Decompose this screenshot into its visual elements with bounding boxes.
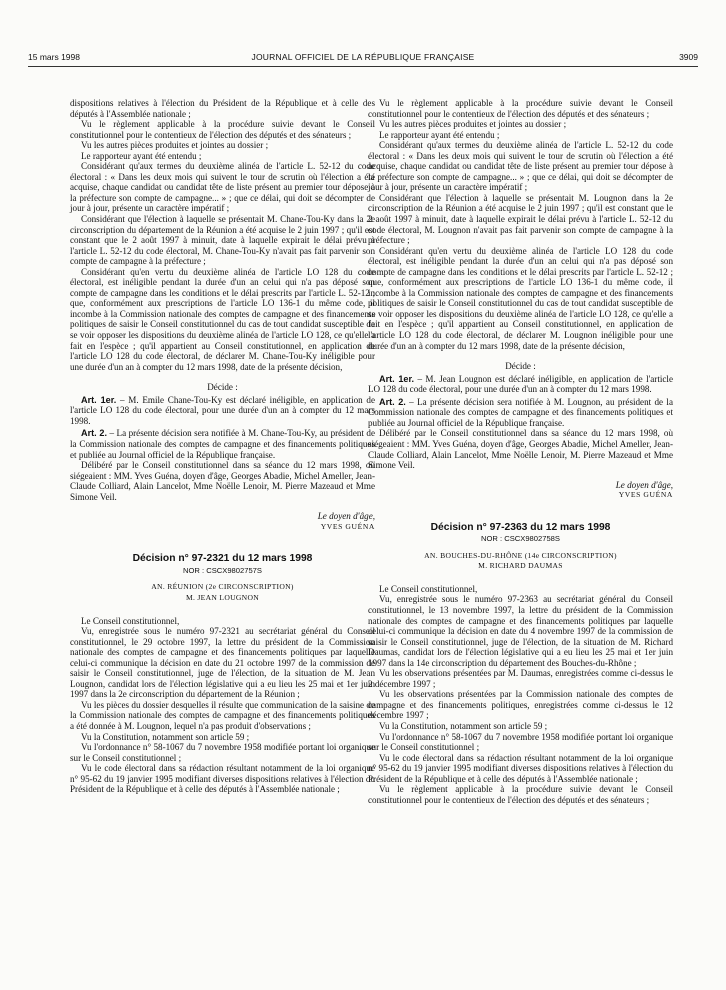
paragraph: Considérant qu'en vertu du deuxième alinéa de l'article LO 128 du code électoral, est inéligible pendant la durée d'un an celui qui n'a pas déposé son compte de campagne dans les conditions et le délai prescrits par l'article L. 52-12 ; que, conformément aux prescriptions de l'article LO 136-1 du même code, il incombe à la Commission nationale des comptes de campagne et des financements politiques de saisir le Conseil constitutionnel du cas de tout candidat susceptible de se voir opposer les dispositions du deuxième alinéa de l'article LO 128, ce qu'elle a fait en l'espèce ; qu'il appartient au Conseil constitutionnel, en application de l'article LO 128 du code électoral, de déclarer M. Chane-Tou-Ky inéligible pour une durée d'un an à compter du 12 mars 1998, date de la présente décision,	[70, 266, 375, 372]
paragraph: Vu l'ordonnance n° 58-1067 du 7 novembre 1958 modifiée portant loi organique sur le Conseil constitutionnel ;	[70, 742, 375, 763]
paragraph: Considérant que l'élection à laquelle se présentait M. Lougnon dans la 2e circonscription de la Réunion a été acquise le 2 juin 1997 ; qu'il est constant que le 2 août 1997 à minuit, date à laquelle expirait le délai prévu à l'article L. 52-12 du code électoral, M. Lougnon n'avait pas fait parvenir son compte de campagne à la préfecture ;	[368, 192, 673, 246]
deliberation: Délibéré par le Conseil constitutionnel dans sa séance du 12 mars 1998, où siégeaient : MM. Yves Guéna, doyen d'âge, Georges Abadie, Michel Ameller, Jean-Claude Colliard, Alain Lancelot, Mme Noëlle Lenoir, M. Pierre Mazeaud et Mme Simone Veil.	[70, 460, 375, 502]
article-label: Art. 2.	[81, 428, 107, 439]
paragraph: Vu les autres pièces produites et jointes au dossier ;	[379, 119, 567, 130]
deliberation: Délibéré par le Conseil constitutionnel dans sa séance du 12 mars 1998, où siégeaient : MM. Yves Guéna, doyen d'âge, Georges Abadie, Michel Ameller, Jean-Claude Colliard, Alain Lancelot, Mme Noëlle Lenoir, M. Pierre Mazeaud et Mme Simone Veil.	[368, 428, 673, 471]
article-text: – La présente décision sera notifiée à M. Chane-Tou-Ky, au président de la Commission nationale des comptes de campagne et des financements politiques et publiée au Journal officiel de la République française.	[70, 428, 375, 460]
paragraph: Considérant qu'en vertu du deuxième alinéa de l'article LO 128 du code électoral, est inéligible pendant la durée d'un an celui qui n'a pas déposé son compte de campagne dans les conditions et le délai prescrits par l'article L. 52-12 ; que, conformément aux prescriptions de l'article LO 136-1 du même code, il incombe à la Commission nationale des comptes de campagne et des financements politiques de saisir le Conseil constitutionnel du cas de tout candidat susceptible de se voir opposer les dispositions du deuxième alinéa de l'article LO 128, ce qu'elle a fait en l'espèce ; qu'il appartient au Conseil constitutionnel, en application de l'article LO 128 du code électoral, de déclarer M. Lougnon inéligible pour une durée d'un an à compter du 12 mars 1998, date de la présente décision,	[368, 245, 673, 351]
article-text: – M. Jean Lougnon est déclaré inéligible, en application de l'article LO 128 du code électoral, pour une durée d'un an à compter du 12 mars 1998.	[368, 373, 673, 395]
paragraph: Vu les pièces du dossier desquelles il résulte que communication de la saisine de la Commission nationale des comptes de campagne et des financements politiques a été donnée à M. Lougnon, lequel n'a pas produit d'observations ;	[70, 699, 375, 731]
paragraph: Vu le règlement applicable à la procédure suivie devant le Conseil constitutionnel pour le contentieux de l'élection des députés et des sénateurs ;	[70, 119, 375, 140]
header-journal-title: JOURNAL OFFICIEL DE LA RÉPUBLIQUE FRANÇAISE	[251, 52, 475, 62]
decision-candidate: M. RICHARD DAUMAS	[478, 561, 563, 571]
paragraph: Considérant qu'aux termes du deuxième alinéa de l'article L. 52-12 du code électoral : « Dans les deux mois qui suivent le tour de scrutin où l'élection a été acquise, chaque candidat ou candidat tête de liste présent au premier tour dépose à la préfecture son compte de campagne... » ; que ce délai, qui doit se décompter de jour à jour, présente un caractère impératif ;	[70, 161, 375, 214]
paragraph: Le Conseil constitutionnel,	[81, 615, 180, 626]
paragraph: Vu les autres pièces produites et jointes au dossier ;	[81, 140, 269, 151]
paragraph: Vu les observations présentées par la Commission nationale des comptes de campagne et des financements politiques, enregistrées comme ci-dessus le 12 décembre 1997 ;	[368, 689, 673, 721]
paragraph: dispositions relatives à l'élection du Président de la République et à celle des députés à l'Assemblée nationale ;	[70, 98, 375, 119]
decision-candidate: M. JEAN LOUGNON	[185, 592, 260, 602]
decide-heading: Décide :	[505, 361, 536, 372]
page-header	[28, 52, 698, 66]
paragraph: Vu, enregistrée sous le numéro 97-2321 au secrétariat général du Conseil constitutionnel, le 29 octobre 1997, la lettre du président de la Commission nationale des comptes de campagne et des financements politiques par laquelle celui-ci communique la décision en date du 21 octobre 1997 de la commission de saisir le Conseil constitutionnel, juge de l'élection, de la situation de M. Jean Lougnon, candidat lors de l'élection législative qui a eu lieu les 25 mai et 1er juin 1997 dans la 2e circonscription du département de la Réunion ;	[70, 626, 375, 700]
right-column	[368, 98, 673, 805]
paragraph: Le Conseil constitutionnel,	[379, 583, 478, 594]
paragraph: Vu la Constitution, notamment son article 59 ;	[379, 720, 548, 731]
signature-name: YVES GUÉNA	[618, 490, 673, 500]
decision-nor: NOR : CSCX9802757S	[183, 565, 262, 575]
article-text: – M. Emile Chane-Tou-Ky est déclaré inéligible, en application de l'article LO 128 du code électoral, pour une durée d'un an à compter du 12 mars 1998.	[70, 394, 375, 426]
paragraph: Le rapporteur ayant été entendu ;	[379, 129, 500, 140]
article-label: Art. 1er.	[379, 373, 415, 384]
article-text: – La présente décision sera notifiée à M. Lougnon, au président de la Commission nationale des comptes de campagne et des financements politiques et publiée au Journal officiel de la République française.	[368, 396, 673, 428]
paragraph: Vu les observations présentées par M. Daumas, enregistrées comme ci-dessus le 2 décembre 1997 ;	[368, 668, 673, 689]
decision-constituency: AN. RÉUNION (2e CIRCONSCRIPTION)	[151, 582, 294, 592]
paragraph: Vu le code électoral dans sa rédaction résultant notamment de la loi organique n° 95-62 du 19 janvier 1995 modifiant diverses dispositions relatives à l'élection du Président de la République et à celle des députés à l'Assemblée nationale ;	[70, 763, 375, 795]
article-label: Art. 1er.	[81, 394, 117, 405]
article-label: Art. 2.	[379, 396, 406, 407]
header-date: 15 mars 1998	[28, 52, 80, 62]
paragraph: Le rapporteur ayant été entendu ;	[81, 150, 202, 161]
decision-nor: NOR : CSCX9802758S	[481, 534, 560, 544]
paragraph: Vu le code électoral dans sa rédaction résultant notamment de la loi organique n° 95-62 du 19 janvier 1995 modifiant diverses dispositions relatives à l'élection du Président de la République et à celle des députés à l'Assemblée nationale ;	[368, 752, 673, 784]
paragraph: Vu la Constitution, notamment son article 59 ;	[81, 731, 250, 742]
decision-title: Décision n° 97-2363 du 12 mars 1998	[430, 521, 611, 533]
decision-constituency: AN. BOUCHES-DU-RHÔNE (14e CIRCONSCRIPTION)	[424, 550, 617, 560]
paragraph: Vu, enregistrée sous le numéro 97-2363 au secrétariat général du Conseil constitutionnel, le 13 novembre 1997, la lettre du président de la Commission nationale des comptes de campagne et des financements politiques par laquelle celui-ci communique la décision en date du 4 novembre 1997 de la commission de saisir le Conseil constitutionnel, juge de l'élection, de la situation de M. Richard Daumas, candidat lors de l'élection législative qui a eu lieu les 25 mai et 1er juin 1997 dans la 14e circonscription du département des Bouches-du-Rhône ;	[368, 594, 673, 668]
article-2	[70, 428, 375, 460]
paragraph: Vu le règlement applicable à la procédure suivie devant le Conseil constitutionnel pour le contentieux de l'élection des députés et des sénateurs ;	[368, 784, 673, 805]
signature-title: Le doyen d'âge,	[317, 511, 375, 522]
signature-title: Le doyen d'âge,	[615, 479, 673, 490]
header-rule	[28, 66, 698, 67]
paragraph: Considérant que l'élection à laquelle se présentait M. Chane-Tou-Ky dans la 2e circonscription du département de la Réunion a été acquise le 2 juin 1997 ; qu'il est constant que le 2 août 1997 à minuit, date à laquelle expirait le délai prévu à l'article L. 52-12 du code électoral, M. Chane-Tou-Ky n'avait pas fait parvenir son compte de campagne à la préfecture ;	[70, 214, 375, 267]
signature-name: YVES GUÉNA	[320, 521, 375, 531]
decide-heading: Décide :	[207, 382, 238, 393]
left-column	[70, 98, 375, 795]
paragraph: Vu l'ordonnance n° 58-1067 du 7 novembre 1958 modifiée portant loi organique sur le Conseil constitutionnel ;	[368, 731, 673, 753]
paragraph: Vu le règlement applicable à la procédure suivie devant le Conseil constitutionnel pour le contentieux de l'élection des députés et des sénateurs ;	[368, 98, 673, 119]
article-2	[368, 397, 673, 429]
paragraph: Considérant qu'aux termes du deuxième alinéa de l'article L. 52-12 du code électoral : « Dans les deux mois qui suivent le tour de scrutin où l'élection a été acquise, chaque candidat ou candidat tête de liste présent au premier tour dépose à la préfecture son compte de campagne... » ; que ce délai, qui doit se décompter de jour à jour, présente un caractère impératif ;	[368, 140, 673, 193]
decision-title: Décision n° 97-2321 du 12 mars 1998	[132, 553, 313, 565]
article-1	[70, 395, 375, 427]
header-page-number: 3909	[679, 52, 698, 62]
article-1	[368, 374, 673, 395]
